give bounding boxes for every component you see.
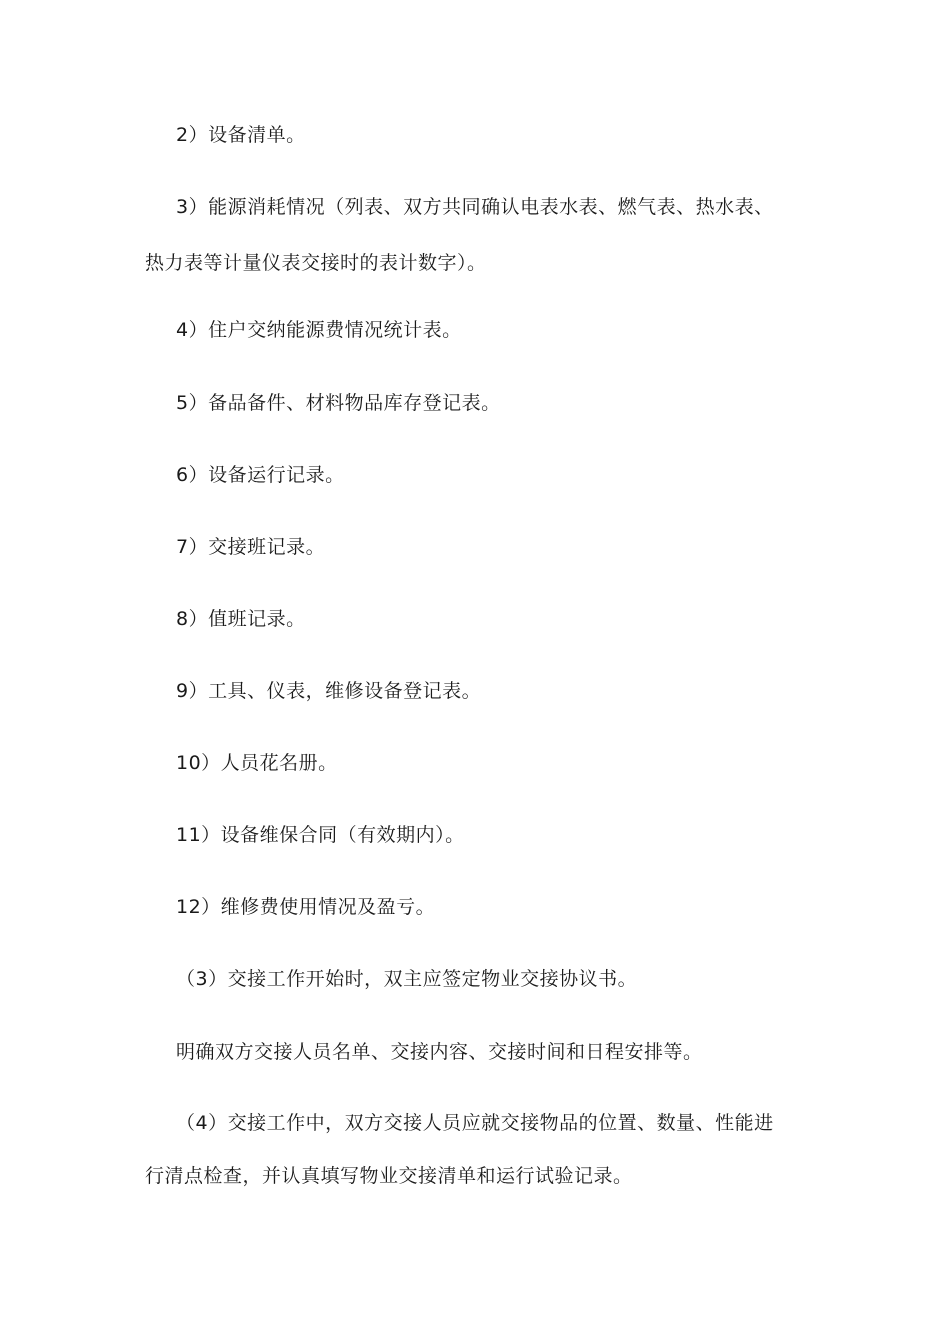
paragraph-section-4-line-1: （4）交接工作中，双方交接人员应就交接物品的位置、数量、性能进 <box>176 1112 774 1134</box>
paragraph-clarify-handover: 明确双方交接人员名单、交接内容、交接时间和日程安排等。 <box>176 1041 703 1063</box>
paragraph-item-2: 2）设备清单。 <box>176 124 306 146</box>
paragraph-item-3-line-1: 3）能源消耗情况（列表、双方共同确认电表水表、燃气表、热水表、 <box>176 196 774 218</box>
paragraph-item-9: 9）工具、仪表，维修设备登记表。 <box>176 680 482 702</box>
paragraph-section-4-line-2: 行清点检查，并认真填写物业交接清单和运行试验记录。 <box>145 1165 633 1187</box>
paragraph-item-5: 5）备品备件、材料物品库存登记表。 <box>176 392 501 414</box>
paragraph-item-8: 8）值班记录。 <box>176 608 306 630</box>
paragraph-item-4: 4）住户交纳能源费情况统计表。 <box>176 319 462 341</box>
paragraph-item-10: 10）人员花名册。 <box>176 752 338 774</box>
paragraph-item-6: 6）设备运行记录。 <box>176 464 345 486</box>
paragraph-item-11: 11）设备维保合同（有效期内）。 <box>176 824 465 846</box>
paragraph-item-7: 7）交接班记录。 <box>176 536 326 558</box>
paragraph-item-12: 12）维修费使用情况及盈亏。 <box>176 896 436 918</box>
paragraph-section-3: （3）交接工作开始时，双主应签定物业交接协议书。 <box>176 968 638 990</box>
paragraph-item-3-line-2: 热力表等计量仪表交接时的表计数字）。 <box>145 252 487 274</box>
